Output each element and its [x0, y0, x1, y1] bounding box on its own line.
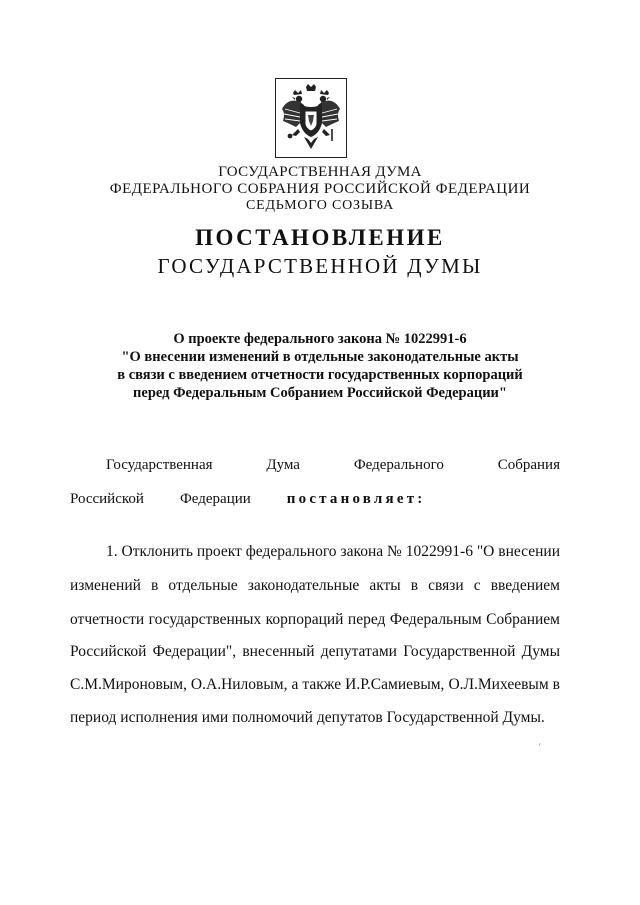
paragraph-line: период исполнения ими полномочий депутатов Государственной Думы. — [70, 709, 545, 726]
paragraph-line: Российской Федерации", внесенный депутатами Государственной Думы — [70, 643, 560, 660]
paragraph-line: 1. Отклонить проект федерального закона № 1022991-6 "О внесении — [106, 543, 560, 560]
paragraph-line: С.М.Мироновым, О.А.Ниловым, а также И.Р.Самиевым, О.Л.Михеевым в — [70, 676, 560, 693]
resolves-word: постановляет: — [286, 491, 426, 507]
paragraph-line: отчетности государственных корпораций перед Федеральным Собранием — [70, 611, 560, 628]
preamble-word: Федерального — [353, 457, 444, 473]
preamble-word: Собрания — [497, 457, 560, 473]
coat-of-arms-icon — [280, 83, 342, 153]
paragraph-line: изменений в отдельные законодательные акты в связи с введением — [70, 577, 560, 594]
preamble-word: Российской — [70, 491, 144, 507]
subject-line: "О внесении изменений в отдельные законодательные акты — [121, 349, 519, 365]
document-subtitle: ГОСУДАРСТВЕННОЙ ДУМЫ — [157, 254, 483, 278]
preamble-line1 — [70, 457, 560, 474]
subject-line: в связи с введением отчетности государственных корпораций — [117, 367, 523, 383]
preamble-word: Федерации — [179, 491, 251, 507]
preamble-word: Государственная — [106, 457, 213, 473]
document-title: ПОСТАНОВЛЕНИЕ — [195, 225, 445, 250]
preamble-word: Дума — [266, 457, 300, 473]
subject-line: перед Федеральным Собранием Российской Федерации" — [133, 385, 507, 401]
convocation: СЕДЬМОГО СОЗЫВА — [245, 198, 395, 213]
subject-line: О проекте федерального закона № 1022991-6 — [173, 331, 467, 347]
org-name-line1: ГОСУДАРСТВЕННАЯ ДУМА — [218, 164, 422, 180]
emblem-frame — [275, 78, 347, 158]
scan-mark: ' — [539, 742, 541, 752]
org-name-line2: ФЕДЕРАЛЬНОГО СОБРАНИЯ РОССИЙСКОЙ ФЕДЕРАЦИИ — [109, 181, 531, 197]
preamble-line2 — [70, 491, 560, 508]
